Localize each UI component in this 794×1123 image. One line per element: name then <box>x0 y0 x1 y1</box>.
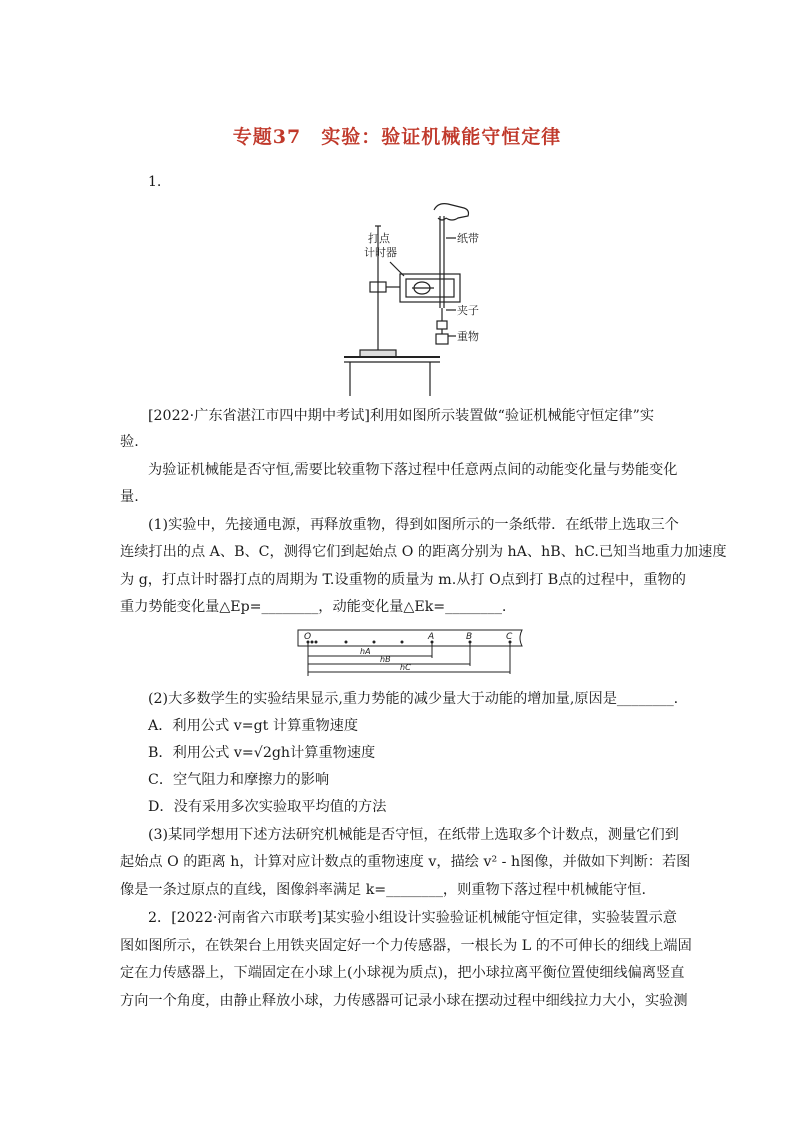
q1-intro-line-1: [2022·广东省湛江市四中期中考试]利用如图所示装置做“验证机械能守恒定律”实 <box>148 408 655 424</box>
q2-line-1: 2．[2022·河南省六市联考]某实验小组设计实验验证机械能守恒定律，实验装置示意 <box>148 910 677 926</box>
q2-line-3: 定在力传感器上，下端固定在小球上(小球视为质点)，把小球拉离平衡位置使细线偏离竖直 <box>120 965 685 981</box>
q1-sub1-line-4: 重力势能变化量△Ep=________，动能变化量△Ek=________. <box>120 599 507 615</box>
q1-sub3-line-3: 像是一条过原点的直线，图像斜率满足 k=________，则重物下落过程中机械能守恒. <box>120 882 647 898</box>
paper-tape-figure <box>296 624 528 680</box>
tape-label-A: A <box>428 632 435 642</box>
page-title: 专题37 实验：验证机械能守恒定律 <box>232 126 562 148</box>
clip-label: 夹子 <box>457 304 479 317</box>
q1-sub1-line-2: 连续打出的点 A、B、C，测得它们到起始点 O 的距离分别为 hA、hB、hC.已知当地重力加速度 <box>120 544 727 560</box>
tape-label-hA: hA <box>360 647 371 656</box>
q2-line-2: 图如图所示，在铁架台上用铁夹固定好一个力传感器，一根长为 L 的不可伸长的细线上端固 <box>120 938 692 954</box>
q2-line-4: 方向一个角度，由静止释放小球，力传感器可记录小球在摆动过程中细线拉力大小，实验测 <box>120 993 688 1009</box>
weight-label: 重物 <box>457 330 479 343</box>
timer-label-1: 打点 <box>368 232 390 245</box>
option-d: D．没有采用多次实验取平均值的方法 <box>148 799 387 815</box>
q1-sub3-line-1: (3)某同学想用下述方法研究机械能是否守恒，在纸带上选取多个计数点，测量它们到 <box>148 827 679 843</box>
option-c: C．空气阻力和摩擦力的影响 <box>148 772 330 788</box>
tape-label-B: B <box>466 632 473 642</box>
q1-paragraph-line-2: 量. <box>120 489 139 505</box>
timer-label-2: 计时器 <box>364 246 397 259</box>
q1-sub3-line-2: 起始点 O 的距离 h，计算对应计数点的重物速度 v，描绘 v² - h图像，并做如下判断：若图 <box>120 854 691 870</box>
apparatus-figure <box>330 196 480 396</box>
q1-sub1-line-1: (1)实验中，先接通电源，再释放重物，得到如图所示的一条纸带．在纸带上选取三个 <box>148 517 679 533</box>
tape-label: 纸带 <box>457 232 479 245</box>
tape-label-O: O <box>304 632 312 642</box>
option-b: B．利用公式 v=√2gh计算重物速度 <box>148 745 376 761</box>
q1-sub2-line-1: (2)大多数学生的实验结果显示,重力势能的减少量大于动能的增加量,原因是________. <box>148 691 679 707</box>
q1-sub1-line-3: 为 g，打点计时器打点的周期为 T.设重物的质量为 m.从打 O点到打 B点的过程中，重物的 <box>120 572 686 588</box>
option-a: A．利用公式 v=gt 计算重物速度 <box>148 718 359 734</box>
tape-label-C: C <box>506 632 513 642</box>
tape-label-hC: hC <box>400 663 411 672</box>
question-1-number: 1. <box>148 174 162 190</box>
q1-intro-line-2: 验. <box>120 434 139 450</box>
tape-label-hB: hB <box>380 655 391 664</box>
q1-paragraph-line-1: 为验证机械能是否守恒,需要比较重物下落过程中任意两点间的动能变化量与势能变化 <box>148 462 678 478</box>
